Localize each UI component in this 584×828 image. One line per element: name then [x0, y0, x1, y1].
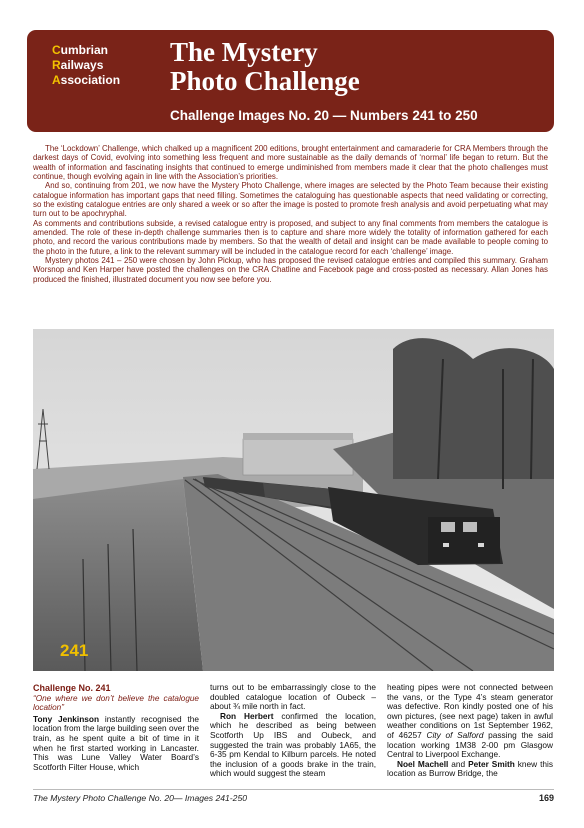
column-3-paragraph: [387, 683, 553, 760]
cra-logo: [52, 43, 120, 88]
intro-paragraph-4: Mystery photos 241 – 250 were chosen by John Pickup, who has proposed the revised catalogue entries and compiled this summary. Graham Worsnop and Ken Harper have posted the challenges on the CRA Chatline and Facebook page and cross-posted as necessary. Allan Jones has produced the finished, illustrated document you now see before you.: [33, 256, 548, 284]
column-2-paragraph: [210, 712, 376, 779]
page-number: 169: [538, 793, 554, 803]
column-1-text: instantly recognised the location from the large building seen over the train, as he spent quite a bit of time in it when he first started working in Lancaster. This was Lune Valley Water Board’s Scotforth Filter House, which: [33, 713, 199, 772]
logo-letter-a: A: [52, 73, 61, 87]
logo-letter-c: C: [52, 43, 61, 57]
page-footer: [33, 789, 554, 803]
intro-paragraph-2: And so, continuing from 201, we now have the Mystery Photo Challenge, where images are selected by the Photo Team because their existing catalogue information has important gaps that need filling. Sometimes the cataloguing has questionable aspects that need validating or correcting, so the existing catalogue entries are only shared a week or so after the image is posted to promote fresh analysis and avoid perpetuating what may turn out to be apochryphal.: [33, 181, 548, 219]
logo-word-railways: ailways: [60, 58, 104, 72]
contributor-name: Noel Machell: [397, 758, 449, 769]
header-banner: [27, 30, 554, 132]
column-3-text-a: heating pipes were not connected between the vans, or the Type 4’s steam generator was defective. Ron kindly posted one of his own pictures, (see next page) taken in awful weather conditions on 1st September 1962, of 46257: [387, 682, 553, 740]
challenge-heading: Challenge No. 241: [33, 683, 111, 693]
contributor-name: Ron Herbert: [220, 710, 274, 721]
photo-number-label: 241: [60, 641, 89, 660]
column-3-text-b: passing the said location working 1M38 2-00 pm Glasgow Central to Liverpool Exchange.: [387, 729, 553, 760]
page-subtitle: Challenge Images No. 20 — Numbers 241 to 250: [170, 108, 478, 123]
photo-illustration: [33, 329, 554, 671]
text-column-2: [210, 683, 376, 779]
column-1-paragraph: [33, 715, 199, 773]
challenge-241-text: [33, 683, 554, 783]
logo-letter-r: R: [52, 58, 61, 72]
conjunction: and: [448, 758, 469, 769]
intro-paragraph-3: As comments and contributions subside, a revised catalogue entry is proposed, and subject to any final comments from members the catalogue is amended. The role of these in-depth challenge summaries then is to capture and share more widely the totality of information gathered for each photo, and record the various contributions made by members. So that the wealth of detail and insight can be made available to people coming to the photo in the future, a link to the relevant summary will be included in the catalogue record for each ‘challenge’ image.: [33, 218, 548, 256]
intro-paragraph-1: The ‘Lockdown’ Challenge, which chalked up a magnificent 200 editions, brought entertainment and camaraderie for CRA Members through the darkest days of Covid, evolving into something less frequent and more sustainable as the daily demands of ‘normal’ life began to return. But the wealth of information and fascinating insights that continued to emerge undiminished from members made it clear that the photo challenges must continue, though evolving again in line with the Association’s priorities.: [33, 144, 548, 182]
photo-241: [33, 329, 554, 671]
title-line-1: The Mystery: [170, 37, 318, 67]
challenge-quote: “One where we don’t believe the catalogue location”: [33, 694, 199, 713]
intro-text: [33, 144, 548, 284]
contributor-name-2: Peter Smith: [468, 758, 515, 769]
column-3-text-c: knew this location as Burrow Bridge, the: [387, 758, 554, 779]
footer-title: The Mystery Photo Challenge No. 20— Images 241-250: [33, 793, 248, 803]
text-column-3: [387, 683, 553, 779]
logo-word-cumbrian: umbrian: [60, 43, 109, 57]
column-2-text-a: turns out to be embarrassingly close to the doubled catalogue location of Oubeck – about ¾ mile north in fact.: [210, 682, 376, 712]
text-column-1: [33, 683, 199, 772]
column-3-paragraph-2: [387, 760, 553, 779]
locomotive-name: City of Salford: [426, 729, 484, 740]
logo-word-association: ssociation: [60, 73, 121, 87]
page-title: [170, 38, 360, 96]
column-2-text-b: confirmed the location, which he described as being between Scotforth Up IBS and Oubeck, and suggested the train was probably 1A65, the 6-35 pm Kendal to Kilburn parcels. He noted the inclusion of a goods brake in the train, which would suggest the steam: [210, 710, 376, 779]
title-line-2: Photo Challenge: [170, 66, 360, 96]
contributor-name: Tony Jenkinson: [33, 713, 100, 724]
